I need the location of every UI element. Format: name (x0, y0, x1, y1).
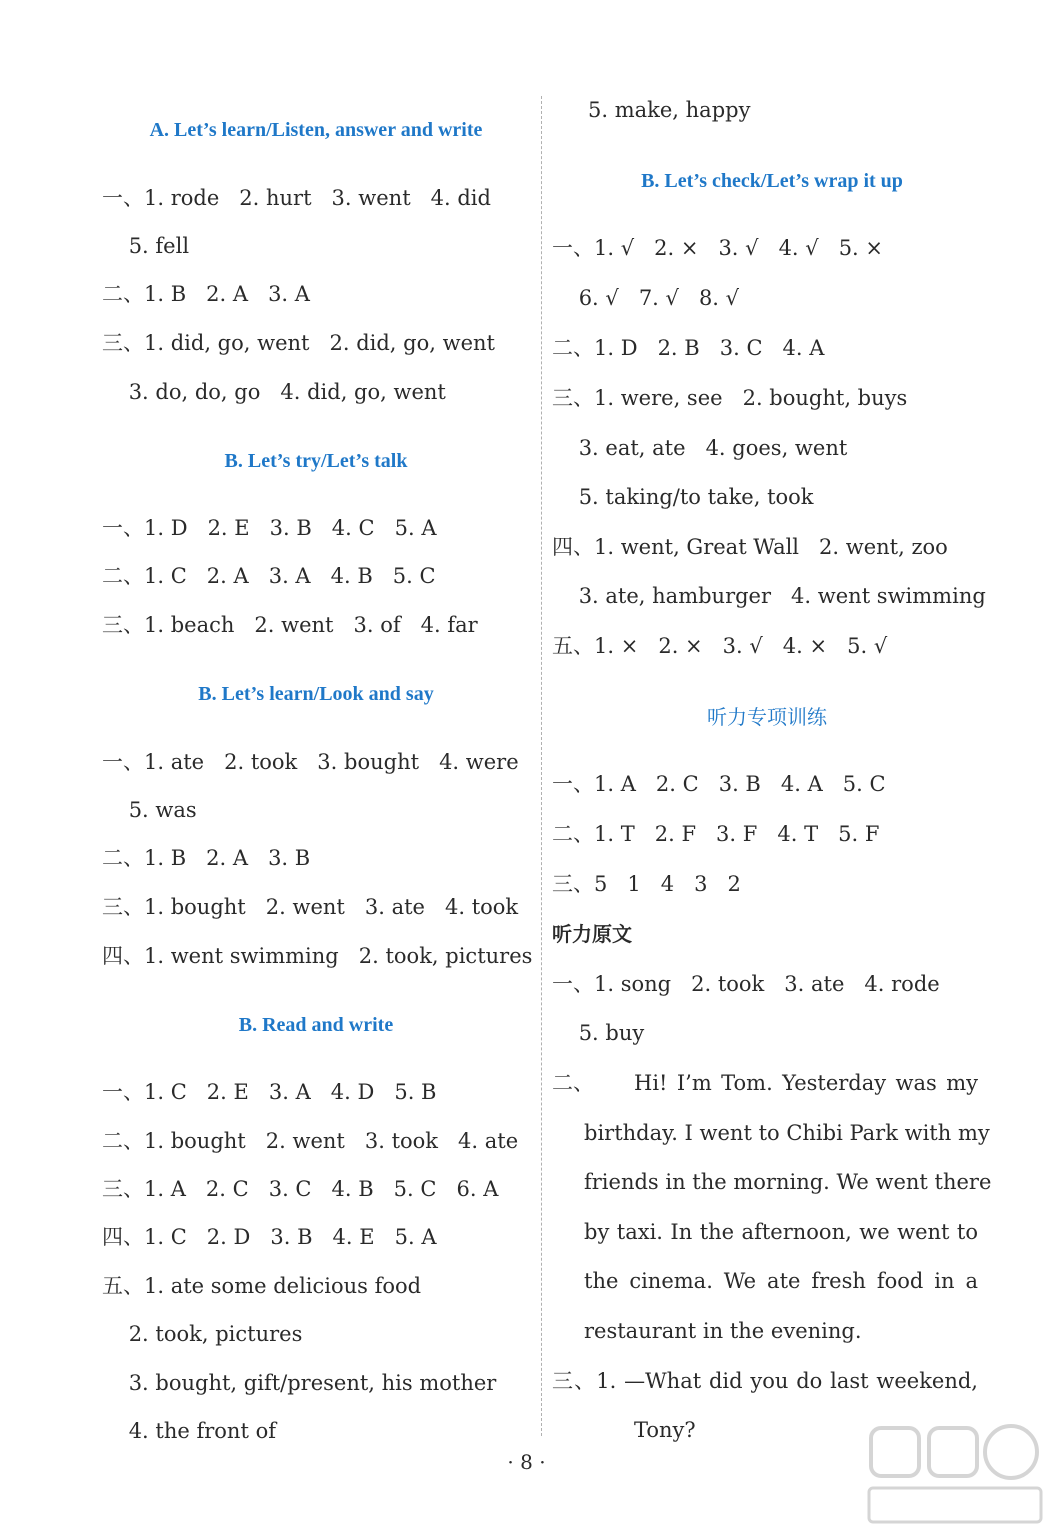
answer-line: 二、1. B 2. A 3. B (102, 846, 311, 870)
answer-line: 四、1. went, Great Wall 2. went, zoo (552, 535, 948, 559)
answer-line: 二、1. C 2. A 3. A 4. B 5. C (102, 564, 436, 588)
answer-line: 一、1. rode 2. hurt 3. went 4. did (102, 186, 491, 210)
transcript-line: Tony? (634, 1418, 696, 1442)
watermark-logo (865, 1418, 1045, 1528)
transcript-line: Hi! I’m Tom. Yesterday was my (634, 1071, 978, 1095)
answer-line: 3. bought, gift/present, his mother (102, 1371, 497, 1395)
section-heading: B. Read and write (238, 1014, 394, 1036)
transcript-line: the cinema. We ate fresh food in a (584, 1269, 978, 1293)
answer-line: 3. do, do, go 4. did, go, went (102, 380, 446, 404)
answer-line: 3. ate, hamburger 4. went swimming (552, 584, 986, 608)
transcript-line: by taxi. In the afternoon, we went to (584, 1220, 978, 1244)
answer-line: 一、1. ate 2. took 3. bought 4. were (102, 750, 519, 774)
transcript-line: friends in the morning. We went there (584, 1170, 992, 1194)
answer-line: 一、1. √ 2. × 3. √ 4. √ 5. × (552, 236, 883, 260)
answer-line: 五、1. × 2. × 3. √ 4. × 5. √ (552, 634, 888, 658)
answer-line: 二、1. bought 2. went 3. took 4. ate (102, 1129, 519, 1153)
answer-line: 5. fell (102, 234, 190, 258)
section-heading: B. Let’s learn/Look and say (198, 683, 434, 705)
answer-line: 三、5 1 4 3 2 (552, 872, 741, 896)
answer-line: 一、1. D 2. E 3. B 4. C 5. A (102, 516, 437, 540)
transcript-line: restaurant in the evening. (584, 1319, 862, 1343)
answer-line: 二、1. T 2. F 3. F 4. T 5. F (552, 822, 880, 846)
section-heading: B. Let’s try/Let’s talk (224, 450, 408, 472)
section-heading: A. Let’s learn/Listen, answer and write (149, 119, 483, 141)
answer-line: 一、1. A 2. C 3. B 4. A 5. C (552, 772, 886, 796)
answer-line: 三、1. were, see 2. bought, buys (552, 386, 908, 410)
answer-line: 5. make, happy (588, 98, 751, 122)
column-divider (541, 96, 542, 1436)
answer-line: 5. buy (552, 1021, 645, 1045)
answer-line: 5. taking/to take, took (552, 485, 814, 509)
answer-line: 五、1. ate some delicious food (102, 1274, 422, 1298)
answer-line: 三、1. beach 2. went 3. of 4. far (102, 613, 478, 637)
answer-line: 二、1. B 2. A 3. A (102, 282, 310, 306)
answer-line: 一、1. song 2. took 3. ate 4. rode (552, 972, 940, 996)
answer-line: 一、1. C 2. E 3. A 4. D 5. B (102, 1080, 437, 1104)
answer-line: 三、1. bought 2. went 3. ate 4. took (102, 895, 519, 919)
transcript-title: 听力原文 (552, 922, 632, 946)
answer-line: 6. √ 7. √ 8. √ (552, 286, 740, 310)
section-heading: 听力专项训练 (707, 705, 827, 729)
answer-line: 2. took, pictures (102, 1322, 303, 1346)
answer-line: 三、1. did, go, went 2. did, go, went (102, 331, 495, 355)
transcript-line: birthday. I went to Chibi Park with my (584, 1121, 990, 1145)
answer-line: 四、1. went swimming 2. took, pictures (102, 944, 533, 968)
section-heading: B. Let’s check/Let’s wrap it up (641, 170, 903, 192)
answer-line: 二、1. D 2. B 3. C 4. A (552, 336, 825, 360)
answer-line: 四、1. C 2. D 3. B 4. E 5. A (102, 1225, 437, 1249)
answer-line: 5. was (102, 798, 197, 822)
answer-line: 3. eat, ate 4. goes, went (552, 436, 848, 460)
paragraph-label: 二、 (552, 1071, 594, 1095)
answer-line: 4. the front of (102, 1419, 276, 1443)
answer-line: 三、1. A 2. C 3. C 4. B 5. C 6. A (102, 1177, 499, 1201)
transcript-line: 三、1. —What did you do last weekend, (552, 1369, 978, 1393)
page-number: · 8 · (507, 1450, 546, 1474)
